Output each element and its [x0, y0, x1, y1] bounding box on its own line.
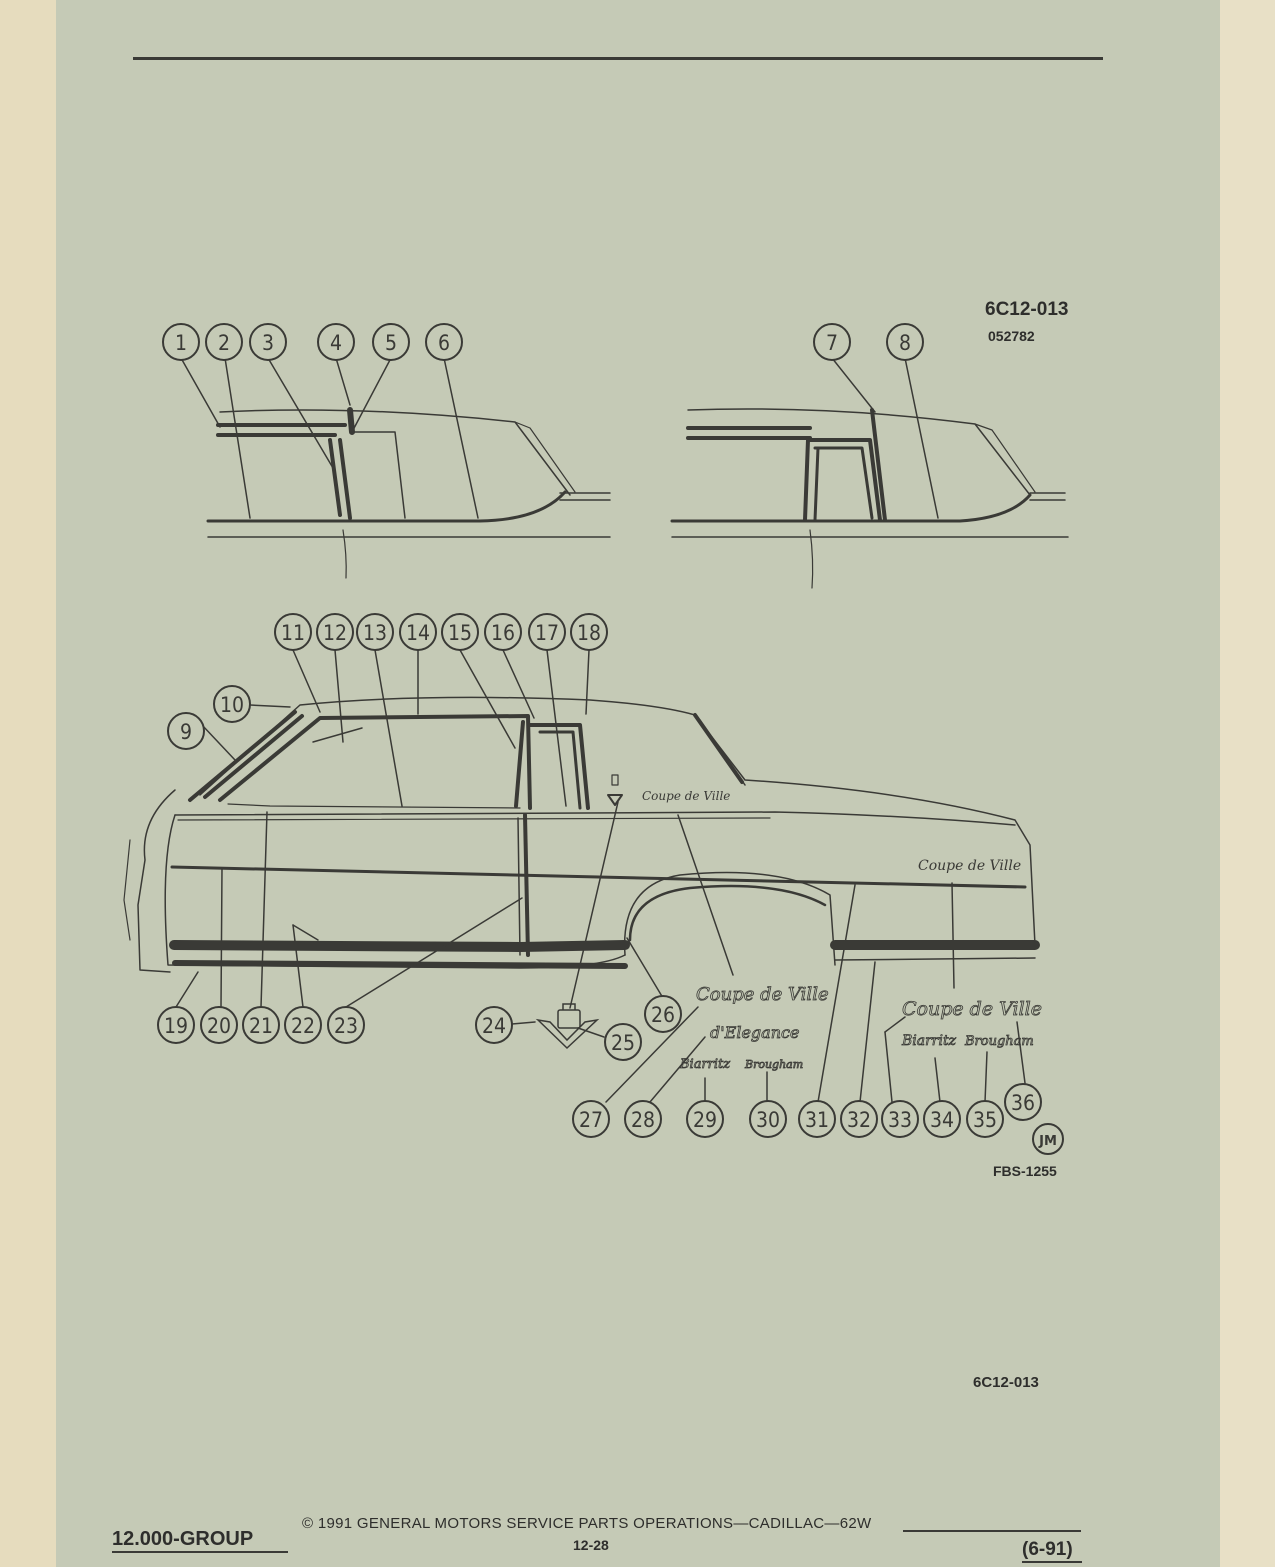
callout-30 [750, 1101, 786, 1137]
svg-text:35: 35 [972, 1108, 998, 1132]
svg-text:4: 4 [329, 331, 343, 355]
svg-text:27: 27 [578, 1108, 604, 1132]
svg-text:25: 25 [610, 1031, 636, 1055]
svg-text:23: 23 [333, 1014, 359, 1038]
callout-32 [841, 1101, 877, 1137]
emblem-script-35: Brougham [965, 1034, 1034, 1049]
callout-4 [318, 324, 354, 360]
svg-text:3: 3 [261, 331, 275, 355]
emblem-script-28: d'Elegance [710, 1023, 800, 1042]
footer-rule-right-bottom [1022, 1561, 1082, 1563]
emblem-script-27: Coupe de Ville [696, 984, 829, 1005]
callout-13 [357, 614, 393, 650]
callout-20 [201, 1007, 237, 1043]
svg-text:13: 13 [362, 621, 388, 645]
callout-25 [605, 1024, 641, 1060]
svg-text:7: 7 [825, 331, 839, 355]
svg-text:8: 8 [898, 331, 912, 355]
svg-text:19: 19 [163, 1014, 189, 1038]
callout-8 [887, 324, 923, 360]
svg-text:32: 32 [846, 1108, 872, 1132]
svg-text:9: 9 [179, 720, 193, 744]
callout-21 [243, 1007, 279, 1043]
svg-text:16: 16 [490, 621, 516, 645]
emblem-rear: Coupe de Ville [918, 858, 1022, 874]
svg-text:21: 21 [248, 1014, 274, 1038]
svg-text:17: 17 [534, 621, 560, 645]
svg-text:18: 18 [576, 621, 602, 645]
emblem-script-34: Biarritz [902, 1033, 956, 1049]
callout-26 [645, 996, 681, 1032]
svg-text:12: 12 [322, 621, 348, 645]
svg-text:30: 30 [755, 1108, 781, 1132]
car-side-view [124, 697, 1035, 972]
svg-text:5: 5 [384, 331, 398, 355]
callout-6 [426, 324, 462, 360]
svg-text:15: 15 [447, 621, 473, 645]
emblem-script-33: Coupe de Ville [902, 998, 1042, 1020]
svg-text:20: 20 [206, 1014, 232, 1038]
callout-11 [275, 614, 311, 650]
footer-copyright: © 1991 GENERAL MOTORS SERVICE PARTS OPERATIONS—CADILLAC—62W [302, 1515, 872, 1532]
svg-text:22: 22 [290, 1014, 316, 1038]
roof-view-left [208, 410, 610, 578]
callout-24 [476, 1007, 512, 1043]
callout-15 [442, 614, 478, 650]
roof-view-right [672, 409, 1068, 588]
emblem-quarter: Coupe de Ville [642, 789, 731, 803]
svg-text:14: 14 [405, 621, 431, 645]
svg-text:11: 11 [280, 621, 306, 645]
callout-12 [317, 614, 353, 650]
callout-16 [485, 614, 521, 650]
footer-rule-left [112, 1551, 288, 1553]
figure-ref: FBS-1255 [993, 1163, 1057, 1179]
svg-text:JM: JM [1039, 1134, 1057, 1149]
svg-text:34: 34 [929, 1108, 955, 1132]
callout-3 [250, 324, 286, 360]
figure-sub-code: 052782 [988, 328, 1035, 344]
svg-text:10: 10 [219, 693, 245, 717]
crest-emblem [538, 1004, 597, 1048]
footer-group: 12.000-GROUP [112, 1528, 254, 1550]
callout-34 [924, 1101, 960, 1137]
callout-9 [168, 713, 204, 749]
callout-14 [400, 614, 436, 650]
callout-27 [573, 1101, 609, 1137]
callout-19 [158, 1007, 194, 1043]
svg-text:31: 31 [804, 1108, 830, 1132]
emblem-script-30: Brougham [745, 1058, 804, 1071]
callout-28 [625, 1101, 661, 1137]
footer-rule-right-top [903, 1530, 1081, 1532]
callout-23 [328, 1007, 364, 1043]
svg-text:26: 26 [650, 1003, 676, 1027]
svg-text:2: 2 [217, 331, 231, 355]
emblem-script-29: Biarritz [680, 1057, 731, 1072]
footer-page-number: 12-28 [573, 1537, 609, 1553]
page-code: 6C12-013 [973, 1374, 1039, 1391]
callout-17 [529, 614, 565, 650]
callout-1 [163, 324, 199, 360]
callout-33 [882, 1101, 918, 1137]
svg-text:6: 6 [437, 331, 451, 355]
illustrator-mark [1033, 1124, 1063, 1154]
callout-10 [214, 686, 250, 722]
callout-29 [687, 1101, 723, 1137]
callout-5 [373, 324, 409, 360]
svg-text:29: 29 [692, 1108, 718, 1132]
callout-36 [1005, 1084, 1041, 1120]
figure-code: 6C12-013 [985, 299, 1069, 320]
callout-35 [967, 1101, 1003, 1137]
svg-text:36: 36 [1010, 1091, 1036, 1115]
svg-text:1: 1 [174, 331, 188, 355]
svg-text:33: 33 [887, 1108, 913, 1132]
callout-18 [571, 614, 607, 650]
callout-31 [799, 1101, 835, 1137]
footer-date: (6-91) [1022, 1539, 1073, 1560]
callout-22 [285, 1007, 321, 1043]
callout-7 [814, 324, 850, 360]
callout-2 [206, 324, 242, 360]
svg-text:24: 24 [481, 1014, 507, 1038]
svg-text:28: 28 [630, 1108, 656, 1132]
